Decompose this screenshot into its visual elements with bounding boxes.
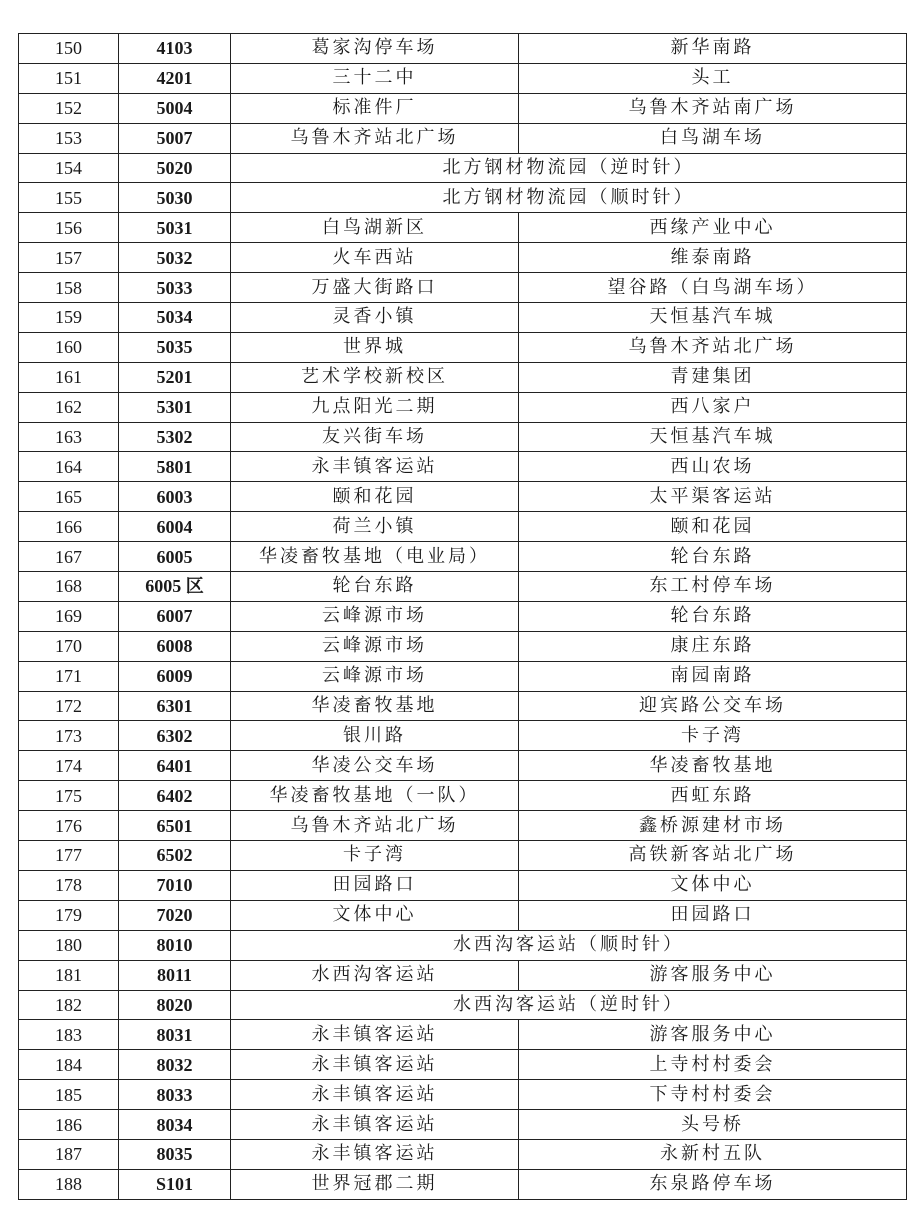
start-stop: 火车西站 <box>231 243 519 273</box>
row-number: 177 <box>19 841 119 871</box>
row-number: 156 <box>19 213 119 243</box>
start-stop: 永丰镇客运站 <box>231 452 519 482</box>
table-row <box>19 841 907 871</box>
route-number: 5801 <box>119 452 231 482</box>
row-number: 152 <box>19 93 119 123</box>
route-number: 6005 <box>119 542 231 572</box>
table-row <box>19 332 907 362</box>
start-stop: 卡子湾 <box>231 841 519 871</box>
row-number: 169 <box>19 601 119 631</box>
end-stop: 华凌畜牧基地 <box>519 751 907 781</box>
end-stop: 文体中心 <box>519 870 907 900</box>
route-number: 5032 <box>119 243 231 273</box>
end-stop: 西缘产业中心 <box>519 213 907 243</box>
table-row <box>19 751 907 781</box>
start-stop: 白鸟湖新区 <box>231 213 519 243</box>
start-stop: 永丰镇客运站 <box>231 1110 519 1140</box>
start-stop: 世界冠郡二期 <box>231 1169 519 1199</box>
end-stop: 轮台东路 <box>519 601 907 631</box>
table-row <box>19 243 907 273</box>
row-number: 163 <box>19 422 119 452</box>
start-stop: 银川路 <box>231 721 519 751</box>
end-stop: 天恒基汽车城 <box>519 422 907 452</box>
route-number: 6402 <box>119 781 231 811</box>
row-number: 154 <box>19 153 119 183</box>
row-number: 151 <box>19 63 119 93</box>
loop-route-stop: 水西沟客运站（顺时针） <box>231 930 907 960</box>
route-number: 6401 <box>119 751 231 781</box>
route-number: 6009 <box>119 661 231 691</box>
start-stop: 水西沟客运站 <box>231 960 519 990</box>
end-stop: 上寺村村委会 <box>519 1050 907 1080</box>
table-row <box>19 1139 907 1169</box>
row-number: 153 <box>19 123 119 153</box>
table-row <box>19 930 907 960</box>
start-stop: 文体中心 <box>231 900 519 930</box>
start-stop: 永丰镇客运站 <box>231 1080 519 1110</box>
row-number: 175 <box>19 781 119 811</box>
end-stop: 头号桥 <box>519 1110 907 1140</box>
table-row <box>19 1020 907 1050</box>
end-stop: 白鸟湖车场 <box>519 123 907 153</box>
row-number: 165 <box>19 482 119 512</box>
row-number: 167 <box>19 542 119 572</box>
end-stop: 太平渠客运站 <box>519 482 907 512</box>
table-row <box>19 452 907 482</box>
loop-route-stop: 水西沟客运站（逆时针） <box>231 990 907 1020</box>
table-row <box>19 900 907 930</box>
table-row <box>19 661 907 691</box>
route-number: 6004 <box>119 512 231 542</box>
end-stop: 颐和花园 <box>519 512 907 542</box>
end-stop: 西山农场 <box>519 452 907 482</box>
route-number: 6301 <box>119 691 231 721</box>
end-stop: 东工村停车场 <box>519 572 907 602</box>
start-stop: 田园路口 <box>231 870 519 900</box>
start-stop: 永丰镇客运站 <box>231 1139 519 1169</box>
table-row <box>19 721 907 751</box>
row-number: 160 <box>19 332 119 362</box>
bus-route-table <box>18 33 907 1200</box>
route-number: 6005 区 <box>119 572 231 602</box>
route-number: 8031 <box>119 1020 231 1050</box>
end-stop: 望谷路（白鸟湖车场） <box>519 273 907 303</box>
route-number: 5031 <box>119 213 231 243</box>
end-stop: 南园南路 <box>519 661 907 691</box>
route-number: 5004 <box>119 93 231 123</box>
end-stop: 下寺村村委会 <box>519 1080 907 1110</box>
route-number: 8020 <box>119 990 231 1020</box>
start-stop: 颐和花园 <box>231 482 519 512</box>
row-number: 176 <box>19 811 119 841</box>
route-number: 6501 <box>119 811 231 841</box>
row-number: 157 <box>19 243 119 273</box>
route-number: 8010 <box>119 930 231 960</box>
table-row <box>19 213 907 243</box>
route-number: 6003 <box>119 482 231 512</box>
start-stop: 云峰源市场 <box>231 601 519 631</box>
row-number: 166 <box>19 512 119 542</box>
route-number: 8034 <box>119 1110 231 1140</box>
row-number: 180 <box>19 930 119 960</box>
route-number: 5033 <box>119 273 231 303</box>
route-table-body <box>19 34 907 1200</box>
table-row <box>19 63 907 93</box>
end-stop: 康庄东路 <box>519 631 907 661</box>
table-row <box>19 512 907 542</box>
route-number: 5035 <box>119 332 231 362</box>
table-row <box>19 34 907 64</box>
start-stop: 轮台东路 <box>231 572 519 602</box>
route-number: 6008 <box>119 631 231 661</box>
table-row <box>19 691 907 721</box>
end-stop: 天恒基汽车城 <box>519 303 907 333</box>
row-number: 186 <box>19 1110 119 1140</box>
start-stop: 荷兰小镇 <box>231 512 519 542</box>
end-stop: 田园路口 <box>519 900 907 930</box>
route-number: 5007 <box>119 123 231 153</box>
table-row <box>19 183 907 213</box>
row-number: 181 <box>19 960 119 990</box>
start-stop: 万盛大街路口 <box>231 273 519 303</box>
table-row <box>19 482 907 512</box>
end-stop: 头工 <box>519 63 907 93</box>
start-stop: 艺术学校新校区 <box>231 362 519 392</box>
route-number: 5302 <box>119 422 231 452</box>
start-stop: 乌鲁木齐站北广场 <box>231 123 519 153</box>
end-stop: 西虹东路 <box>519 781 907 811</box>
start-stop: 华凌畜牧基地（电业局） <box>231 542 519 572</box>
row-number: 155 <box>19 183 119 213</box>
route-number: 7010 <box>119 870 231 900</box>
start-stop: 世界城 <box>231 332 519 362</box>
row-number: 183 <box>19 1020 119 1050</box>
row-number: 182 <box>19 990 119 1020</box>
end-stop: 游客服务中心 <box>519 960 907 990</box>
table-row <box>19 572 907 602</box>
table-row <box>19 422 907 452</box>
loop-route-stop: 北方钢材物流园（顺时针） <box>231 183 907 213</box>
row-number: 184 <box>19 1050 119 1080</box>
route-number: 8011 <box>119 960 231 990</box>
table-row <box>19 990 907 1020</box>
start-stop: 云峰源市场 <box>231 661 519 691</box>
row-number: 150 <box>19 34 119 64</box>
row-number: 162 <box>19 392 119 422</box>
row-number: 173 <box>19 721 119 751</box>
table-row <box>19 542 907 572</box>
row-number: 170 <box>19 631 119 661</box>
start-stop: 永丰镇客运站 <box>231 1020 519 1050</box>
route-number: 5034 <box>119 303 231 333</box>
route-number: 4201 <box>119 63 231 93</box>
route-number: 6007 <box>119 601 231 631</box>
start-stop: 云峰源市场 <box>231 631 519 661</box>
start-stop: 华凌畜牧基地 <box>231 691 519 721</box>
row-number: 172 <box>19 691 119 721</box>
start-stop: 葛家沟停车场 <box>231 34 519 64</box>
start-stop: 九点阳光二期 <box>231 392 519 422</box>
end-stop: 永新村五队 <box>519 1139 907 1169</box>
route-number: S101 <box>119 1169 231 1199</box>
route-number: 5020 <box>119 153 231 183</box>
row-number: 161 <box>19 362 119 392</box>
row-number: 174 <box>19 751 119 781</box>
end-stop: 高铁新客站北广场 <box>519 841 907 871</box>
start-stop: 华凌畜牧基地（一队） <box>231 781 519 811</box>
route-number: 5030 <box>119 183 231 213</box>
route-number: 4103 <box>119 34 231 64</box>
start-stop: 三十二中 <box>231 63 519 93</box>
table-row <box>19 1050 907 1080</box>
row-number: 179 <box>19 900 119 930</box>
table-row <box>19 392 907 422</box>
table-row <box>19 781 907 811</box>
route-number: 6302 <box>119 721 231 751</box>
table-row <box>19 153 907 183</box>
start-stop: 灵香小镇 <box>231 303 519 333</box>
loop-route-stop: 北方钢材物流园（逆时针） <box>231 153 907 183</box>
row-number: 171 <box>19 661 119 691</box>
table-row <box>19 1169 907 1199</box>
table-row <box>19 362 907 392</box>
start-stop: 友兴街车场 <box>231 422 519 452</box>
end-stop: 鑫桥源建材市场 <box>519 811 907 841</box>
table-row <box>19 1110 907 1140</box>
table-row <box>19 601 907 631</box>
route-number: 7020 <box>119 900 231 930</box>
route-number: 5201 <box>119 362 231 392</box>
row-number: 164 <box>19 452 119 482</box>
table-row <box>19 1080 907 1110</box>
table-row <box>19 93 907 123</box>
row-number: 185 <box>19 1080 119 1110</box>
row-number: 158 <box>19 273 119 303</box>
start-stop: 标准件厂 <box>231 93 519 123</box>
table-row <box>19 303 907 333</box>
row-number: 178 <box>19 870 119 900</box>
table-row <box>19 870 907 900</box>
end-stop: 轮台东路 <box>519 542 907 572</box>
end-stop: 游客服务中心 <box>519 1020 907 1050</box>
table-row <box>19 123 907 153</box>
table-row <box>19 811 907 841</box>
row-number: 159 <box>19 303 119 333</box>
row-number: 188 <box>19 1169 119 1199</box>
end-stop: 维泰南路 <box>519 243 907 273</box>
table-row <box>19 960 907 990</box>
end-stop: 乌鲁木齐站北广场 <box>519 332 907 362</box>
route-number: 8035 <box>119 1139 231 1169</box>
start-stop: 乌鲁木齐站北广场 <box>231 811 519 841</box>
end-stop: 东泉路停车场 <box>519 1169 907 1199</box>
start-stop: 华凌公交车场 <box>231 751 519 781</box>
table-row <box>19 631 907 661</box>
end-stop: 青建集团 <box>519 362 907 392</box>
row-number: 168 <box>19 572 119 602</box>
table-row <box>19 273 907 303</box>
route-number: 5301 <box>119 392 231 422</box>
route-number: 8032 <box>119 1050 231 1080</box>
end-stop: 乌鲁木齐站南广场 <box>519 93 907 123</box>
end-stop: 西八家户 <box>519 392 907 422</box>
route-number: 8033 <box>119 1080 231 1110</box>
end-stop: 卡子湾 <box>519 721 907 751</box>
row-number: 187 <box>19 1139 119 1169</box>
end-stop: 新华南路 <box>519 34 907 64</box>
start-stop: 永丰镇客运站 <box>231 1050 519 1080</box>
route-number: 6502 <box>119 841 231 871</box>
end-stop: 迎宾路公交车场 <box>519 691 907 721</box>
